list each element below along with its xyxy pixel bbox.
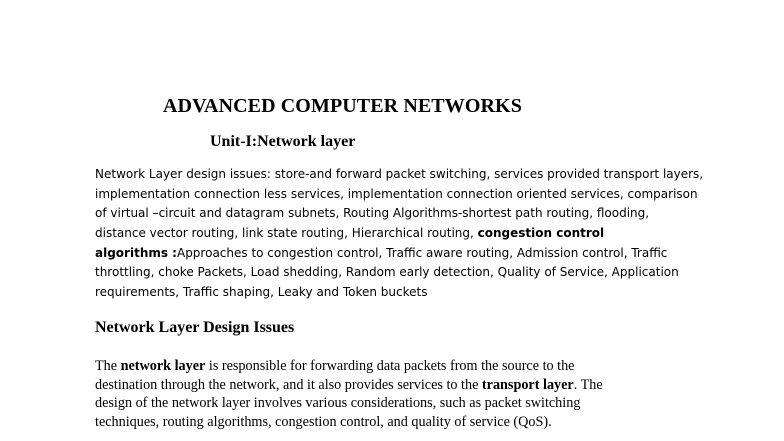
paragraph-bold-term: network layer (120, 358, 206, 374)
syllabus-line: requirements, Traffic shaping, Leaky and Token buckets (95, 285, 428, 300)
unit-heading: Unit-I:Network layer (210, 133, 356, 150)
syllabus-paragraph (95, 165, 704, 303)
paragraph-bold-term: transport layer (481, 376, 574, 393)
paragraph-text: . The (573, 376, 603, 393)
paragraph-line (95, 357, 695, 376)
syllabus-bold-term: algorithms : (95, 245, 177, 260)
syllabus-line: Network Layer design issues: store-and forward packet switching, services provided transport layers, (95, 167, 704, 181)
syllabus-text: distance vector routing, link state routing, Hierarchical routing, (95, 226, 478, 241)
paragraph-text: destination through the network, and it also provides services to the (95, 376, 482, 393)
document-title: ADVANCED COMPUTER NETWORKS (163, 95, 522, 117)
section-heading: Network Layer Design Issues (95, 319, 295, 336)
syllabus-text: Approaches to congestion control, Traffic aware routing, Admission control, Traffic (176, 245, 668, 260)
body-paragraph (95, 357, 695, 431)
syllabus-line (95, 244, 695, 264)
paragraph-line (95, 376, 695, 395)
syllabus-line: of virtual –circuit and datagram subnets, Routing Algorithms-shortest path routing, flooding, (95, 206, 650, 221)
paragraph-text: The (95, 358, 121, 374)
syllabus-line: throttling, choke Packets, Load shedding, Random early detection, Quality of Service, Application (95, 265, 679, 280)
syllabus-line: implementation connection less services, implementation connection oriented services, comparison (95, 186, 698, 201)
syllabus-bold-term: congestion control (477, 226, 605, 241)
paragraph-line: techniques, routing algorithms, congestion control, and quality of service (QoS). (95, 413, 552, 430)
paragraph-text: is responsible for forwarding data packets from the source to the (205, 358, 575, 374)
syllabus-line (95, 224, 695, 244)
paragraph-line: design of the network layer involves various considerations, such as packet switching (95, 395, 581, 412)
